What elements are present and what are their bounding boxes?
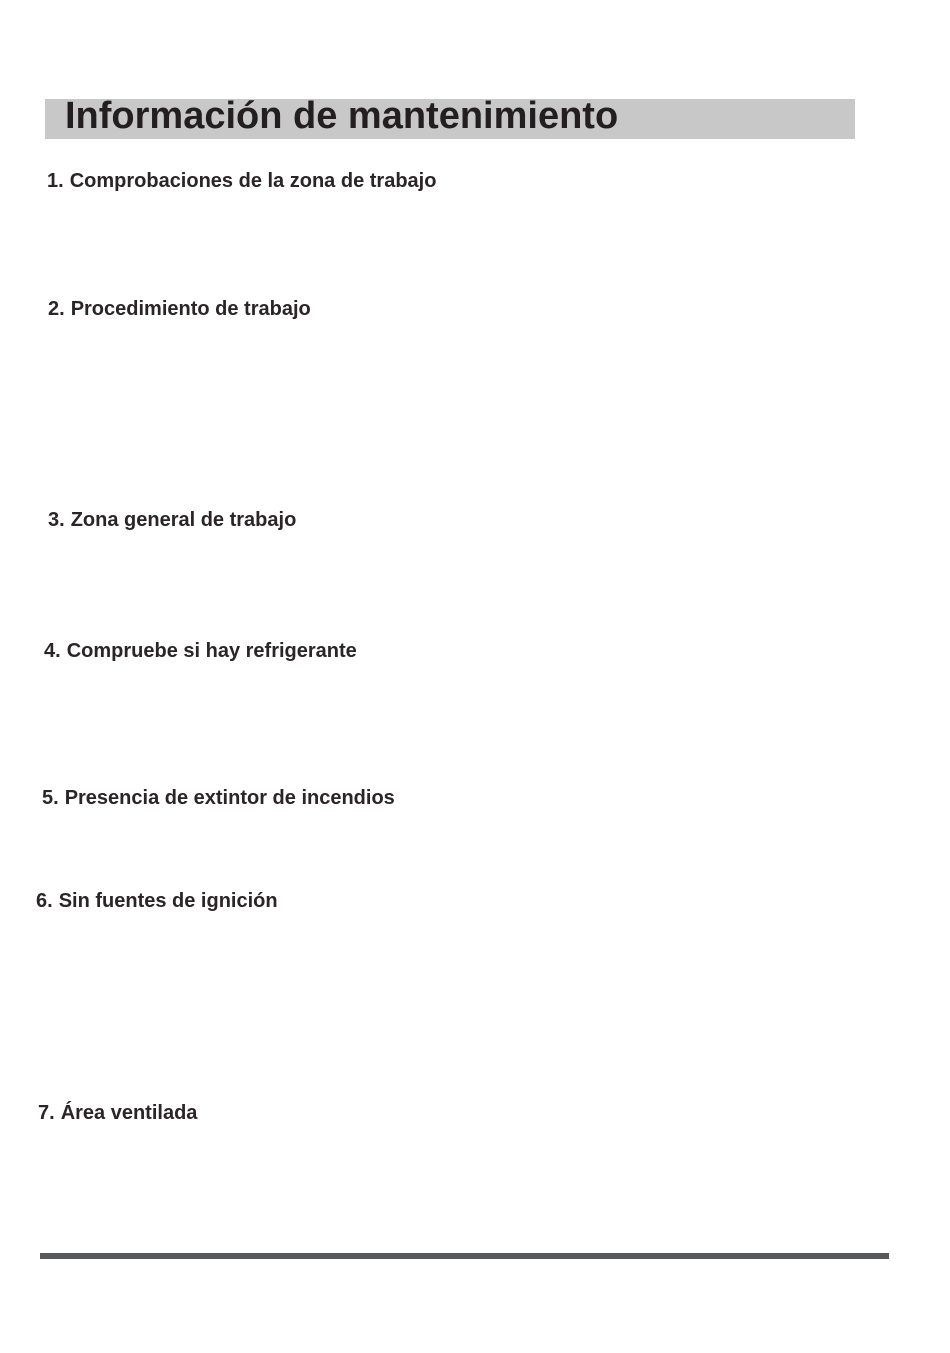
section-number: 7. bbox=[38, 1102, 55, 1124]
footer-divider bbox=[40, 1253, 889, 1259]
section-title: Zona general de trabajo bbox=[70, 509, 297, 531]
section-number: 3. bbox=[48, 509, 65, 531]
section-heading-3 bbox=[48, 508, 296, 532]
section-number: 5. bbox=[42, 787, 59, 809]
page-title: Información de mantenimiento bbox=[65, 95, 619, 137]
section-title: Procedimiento de trabajo bbox=[70, 298, 311, 320]
page-title-band bbox=[45, 95, 855, 139]
section-number: 4. bbox=[44, 640, 61, 662]
section-number: 1. bbox=[47, 170, 64, 192]
section-number: 2. bbox=[48, 298, 65, 320]
section-number: 6. bbox=[36, 890, 53, 912]
section-heading-1 bbox=[47, 169, 436, 193]
section-heading-6 bbox=[36, 889, 278, 913]
section-title: Sin fuentes de ignición bbox=[58, 890, 278, 912]
section-title: Comprobaciones de la zona de trabajo bbox=[69, 170, 437, 192]
section-title: Área ventilada bbox=[60, 1102, 198, 1124]
section-title: Presencia de extintor de incendios bbox=[64, 787, 395, 809]
section-heading-2 bbox=[48, 297, 311, 321]
section-heading-7 bbox=[38, 1101, 197, 1125]
section-heading-5 bbox=[42, 786, 395, 810]
section-heading-4 bbox=[44, 639, 357, 663]
section-title: Compruebe si hay refrigerante bbox=[66, 640, 357, 662]
